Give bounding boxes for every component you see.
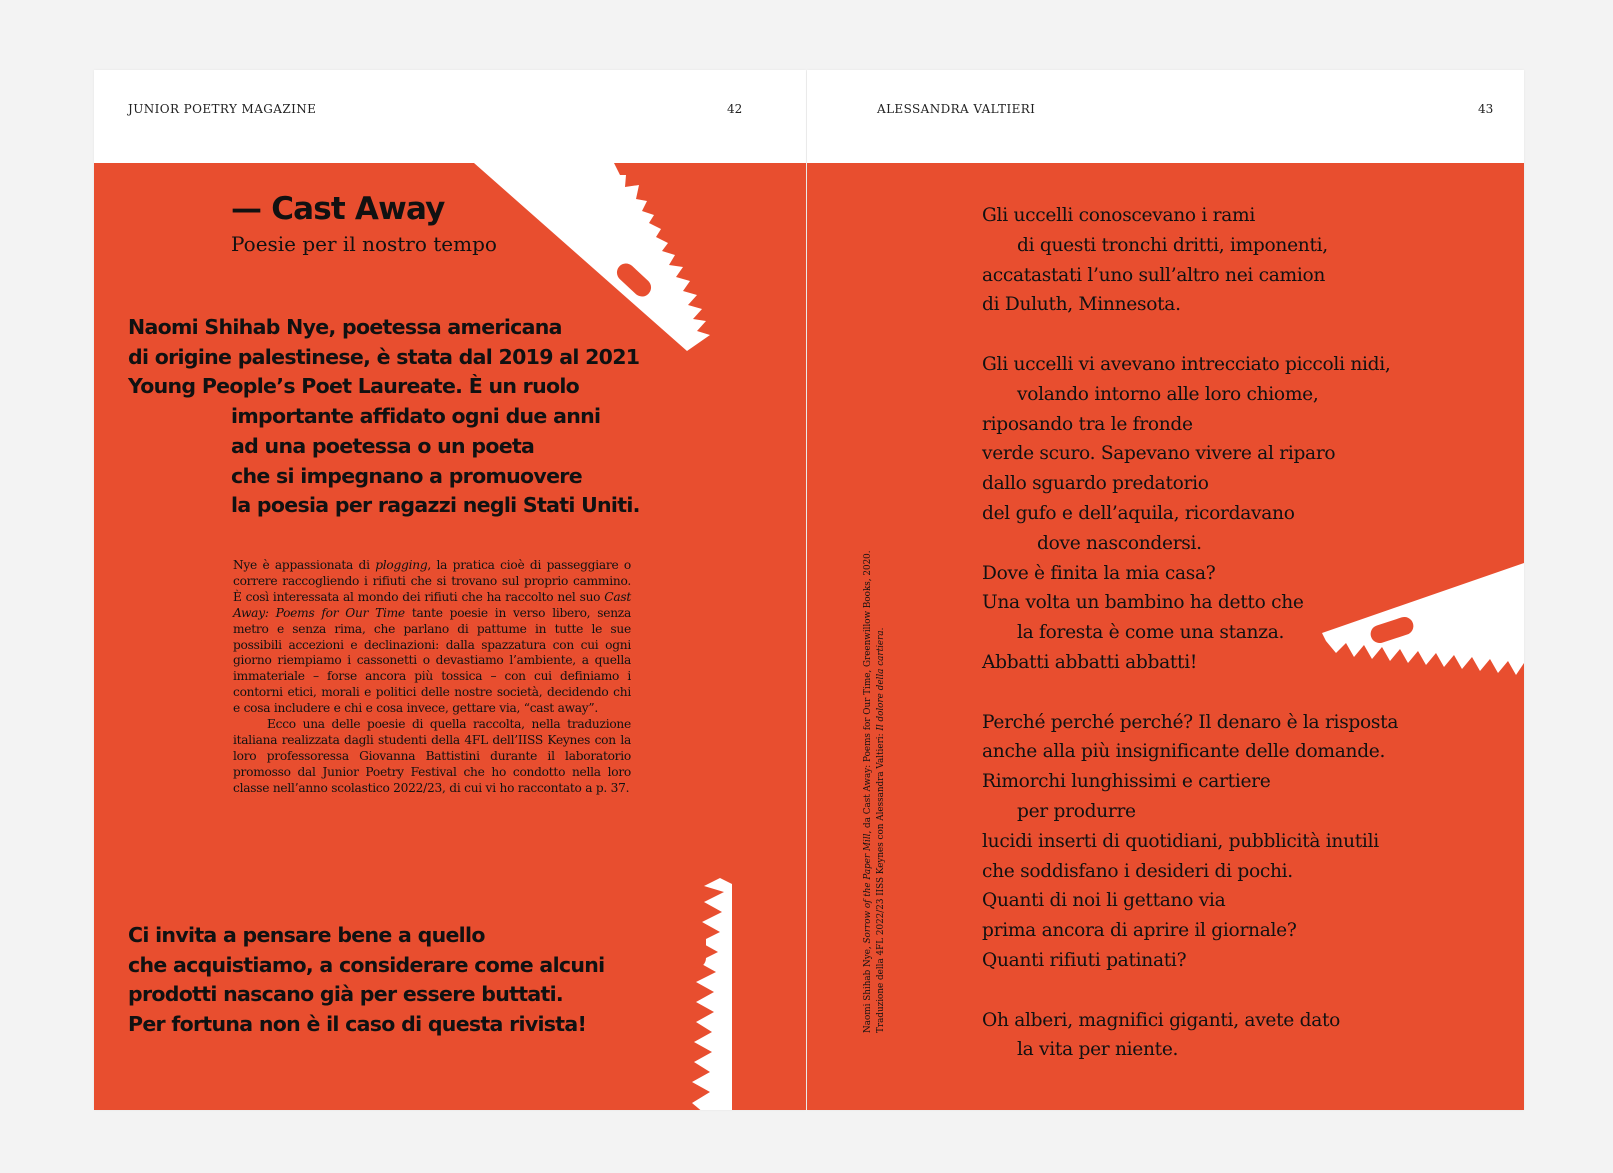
- closing-line: Per fortuna non è il caso di questa rivista!: [128, 1012, 587, 1037]
- poem-line: Oh alberi, magnifici giganti, avete dato: [982, 1009, 1341, 1031]
- poem-line: Quanti rifiuti patinati?: [982, 949, 1187, 971]
- poem-line: Perché perché perché? Il denaro è la risposta: [982, 711, 1399, 733]
- poem-line: prima ancora di aprire il giornale?: [982, 920, 1297, 942]
- poem-line: volando intorno alle loro chiome,: [1017, 383, 1319, 405]
- intro-line: importante affidato ogni due anni: [231, 404, 601, 429]
- poem-line: Quanti di noi li gettano via: [982, 890, 1226, 912]
- poem-line: per produrre: [1017, 800, 1136, 822]
- poem-line: Dove è finita la mia casa?: [982, 562, 1216, 584]
- poem-line: la foresta è come una stanza.: [1017, 622, 1285, 644]
- poem-line: Rimorchi lunghissimi e cartiere: [982, 771, 1271, 793]
- closing-line: prodotti nascano già per essere buttati.: [128, 982, 563, 1007]
- red-panel-left: [94, 163, 806, 1110]
- poem-credit: [862, 550, 902, 1033]
- poem-line: Gli uccelli vi avevano intrecciato piccoli nidi,: [982, 353, 1391, 375]
- closing-line: che acquistiamo, a considerare come alcuni: [128, 952, 605, 977]
- poem-line: la vita per niente.: [1017, 1039, 1179, 1061]
- credit-line-1: Naomi Shihab Nye, Sorrow of the Paper Mill, da Cast Away: Poems for Our Time, Greenwillow Books, 2020.: [863, 550, 873, 1033]
- page-number-right: 43: [1478, 102, 1494, 116]
- intro-line: che si impegnano a promuovere: [231, 463, 582, 488]
- credit-line-2: Traduzione della 4FL 2022/23 IISS Keynes con Alessandra Valtieri: Il dolore della cartiera.: [876, 627, 886, 1033]
- poem-line: Abbatti abbatti abbatti!: [982, 651, 1198, 673]
- intro-line: la poesia per ragazzi negli Stati Uniti.: [231, 493, 640, 518]
- poem-line: verde scuro. Sapevano vivere al riparo: [982, 443, 1336, 465]
- intro-line: Young People’s Poet Laureate. È un ruolo: [128, 374, 580, 399]
- poem-line: dallo sguardo predatorio: [982, 473, 1209, 495]
- saw-blade-bottom-illustration: [614, 878, 806, 1110]
- poem-line: lucidi inserti di quotidiani, pubblicità inutili: [982, 830, 1379, 852]
- poem-line: dove nascondersi.: [1037, 532, 1202, 554]
- intro-line: ad una poetessa o un poeta: [231, 433, 535, 458]
- poem-line: accatastati l’uno sull’altro nei camion: [982, 264, 1326, 286]
- poem-line: di questi tronchi dritti, imponenti,: [1017, 234, 1328, 256]
- closing-line: Ci invita a pensare bene a quello: [128, 923, 485, 947]
- poem-line: del gufo e dell’aquila, ricordavano: [982, 502, 1295, 524]
- stanza-break: [982, 976, 1398, 1006]
- poem-text: [982, 201, 1398, 1065]
- body-paragraph-2: Ecco una delle poesie di quella raccolta, nella traduzione italiana realizzata dagli studenti della 4FL dell’IISS Keynes con la loro professoressa Giovanna Battistini durante il laboratorio promosso dal Junior Poetry Festival che ho condotto nella loro classe nell’anno scolastico 2022/23, di cui vi ho raccontato a p. 37.: [233, 717, 631, 795]
- intro-paragraph: [128, 313, 640, 521]
- running-head-left: JUNIOR POETRY MAGAZINE: [128, 102, 317, 116]
- poem-line: di Duluth, Minnesota.: [982, 294, 1181, 316]
- body-text: [233, 558, 631, 797]
- poem-line: che soddisfano i desideri di pochi.: [982, 860, 1293, 882]
- body-paragraph-1: Nye è appassionata di plogging, la pratica cioè di passeggiare o correre raccogliendo i rifiuti che si trovano sul proprio cammino. È così interessata al mondo dei rifiuti che ha raccolto nel suo Cast Away: Poems for Our Time tante poesie in verso libero, senza metro e senza rima, che parlano di pattume in tutte le sue possibili accezioni e declinazioni: dalla spazzatura con cui ogni giorno riempiamo i cassonetti o devastiamo l’ambiente, a quella immateriale – forse ancora più tossica – con cui definiamo i contorni etici, morali e politici delle nostre società, decidendo chi e cosa includere e chi e cosa invece, gettare via, “cast away”.: [233, 558, 631, 716]
- left-page: [94, 70, 806, 1110]
- closing-paragraph: [128, 921, 604, 1040]
- poem-line: riposando tra le fronde: [982, 413, 1193, 435]
- article-subtitle: Poesie per il nostro tempo: [231, 232, 497, 256]
- red-panel-right: [807, 163, 1524, 1110]
- poem-line: Gli uccelli conoscevano i rami: [982, 205, 1256, 226]
- poem-line: anche alla più insignificante delle domande.: [982, 741, 1386, 763]
- intro-line: Naomi Shihab Nye, poetessa americana: [128, 315, 562, 339]
- page-number-left: 42: [727, 102, 743, 116]
- stanza-break: [982, 320, 1398, 350]
- running-head-right: ALESSANDRA VALTIERI: [877, 102, 1036, 116]
- poem-line: Una volta un bambino ha detto che: [982, 592, 1304, 614]
- right-page: [807, 70, 1524, 1110]
- intro-line: di origine palestinese, è stata dal 2019 al 2021: [128, 344, 640, 369]
- article-kicker: — Cast Away: [231, 191, 445, 227]
- stanza-break: [982, 678, 1398, 708]
